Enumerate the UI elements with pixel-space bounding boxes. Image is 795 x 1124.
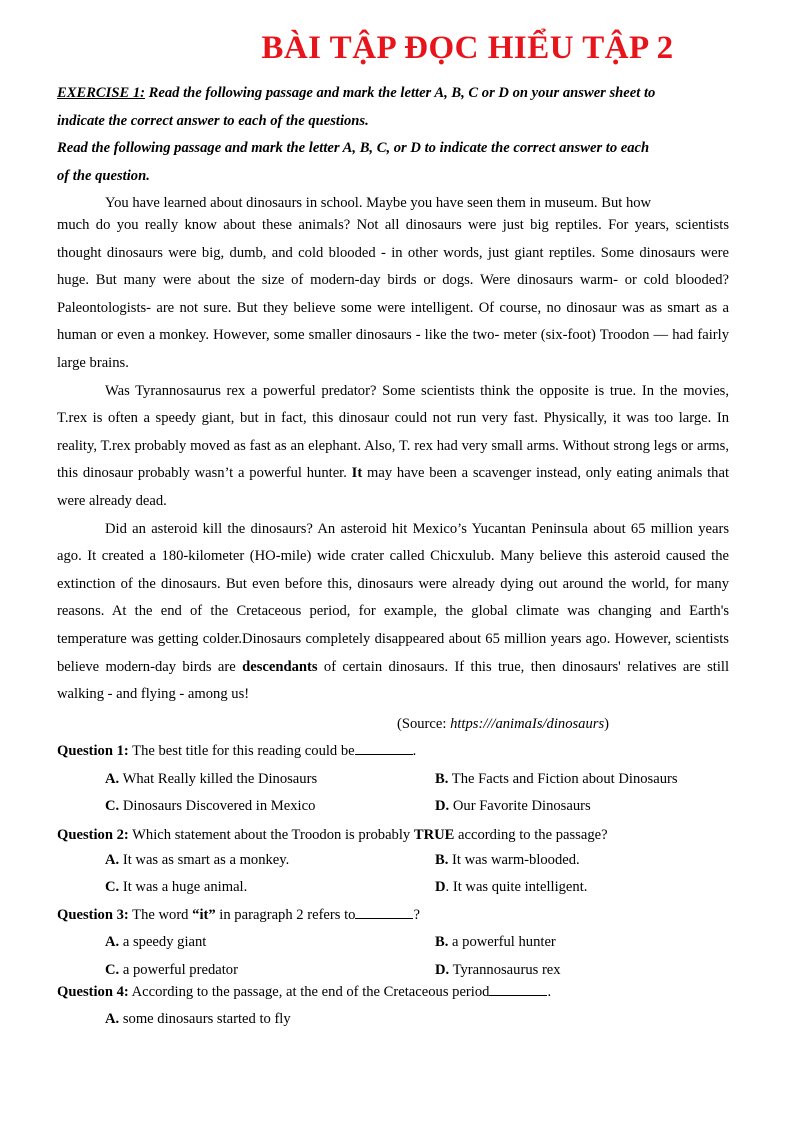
question-text-end: .	[412, 743, 417, 760]
option-letter: B.	[435, 851, 449, 868]
question-emphasis: “it”	[192, 906, 216, 923]
answer-blank	[355, 904, 413, 919]
question-text: Which statement about the Troodon is probably	[128, 826, 414, 843]
option-letter: C.	[105, 798, 120, 815]
exercise-instruction-cont: indicate the correct answer to each of the questions.	[57, 112, 369, 129]
source-prefix: (Source:	[396, 715, 451, 732]
option-text: It was a huge animal.	[119, 879, 248, 896]
question-label: Question 4:	[57, 984, 129, 1001]
answer-blank	[355, 740, 413, 755]
option-b[interactable]	[435, 847, 765, 875]
answer-blank	[489, 981, 547, 996]
question-3	[57, 902, 729, 930]
option-text: Our Favorite Dinosaurs	[449, 798, 591, 815]
question-4	[57, 981, 729, 1003]
option-text: Tyrannosaurus rex	[449, 961, 561, 978]
option-text: Dinosaurs Discovered in Mexico	[119, 798, 316, 815]
option-text: It was as smart as a monkey.	[119, 851, 290, 868]
exercise-instruction	[57, 80, 729, 108]
option-b[interactable]	[435, 766, 765, 794]
paragraph-2-text: Was Tyrannosaurus rex a powerful predator? Some scientists think the opposite is true. In the movies, T.rex is often a speedy giant, but in fact, this dinosaur could not run very fast. Physically, it was too large. In reality, T.rex probably moved as fast as an elephant. Also, T. rex had very small arms. Without strong legs or arms, this dinosaur probably wasn’t a powerful hunter.	[57, 382, 729, 482]
paragraph-3-text: Did an asteroid kill the dinosaurs? An asteroid hit Mexico’s Yucantan Peninsula about 65 million years ago. It created a 180-kilometer (HO-mile) wide crater called Chicxulub. Many believe this asteroid caused the extinction of the dinosaurs. But even before this, dinosaurs were already dying out around the world, for many reasons. At the end of the Cretaceous period, for example, the global climate was changing and Earth's temperature was getting colder.Dinosaurs completely disappeared about 65 million years ago. However, scientists believe modern-day birds are	[57, 520, 729, 675]
question-text-end: according to the passage?	[454, 826, 608, 843]
option-d[interactable]	[435, 874, 765, 902]
option-text: a speedy giant	[119, 934, 207, 951]
page-title: BÀI TẬP ĐỌC HIỂU TẬP 2	[261, 30, 674, 66]
question-2-options	[57, 847, 729, 902]
option-letter: C.	[105, 879, 120, 896]
passage-paragraph-3	[57, 516, 729, 709]
option-letter: B.	[435, 770, 449, 787]
option-letter: A.	[105, 851, 120, 868]
exercise-instruction-2-cont: of the question.	[57, 167, 150, 184]
option-d[interactable]	[435, 957, 765, 985]
referent-it: It	[351, 465, 363, 482]
exercise-instruction-2: Read the following passage and mark the letter A, B, C, or D to indicate the correct answer to each	[57, 140, 650, 156]
question-text-end: .	[547, 984, 552, 1001]
worksheet-content	[57, 80, 729, 1034]
question-text: The best title for this reading could be	[128, 743, 355, 760]
option-a[interactable]	[105, 1006, 435, 1034]
option-text: a powerful predator	[119, 961, 238, 978]
option-letter: D.	[435, 961, 450, 978]
paragraph-1-first-line: You have learned about dinosaurs in school. Maybe you have seen them in museum. But how	[105, 195, 652, 211]
option-letter: C.	[105, 961, 120, 978]
option-text: The Facts and Fiction about Dinosaurs	[448, 770, 678, 787]
option-c[interactable]	[105, 874, 435, 902]
source-url: https:///animaIs/dinosaurs	[450, 715, 605, 732]
instruction-text: Read the following passage and mark the letter A, B, C or D on your answer sheet to	[145, 85, 656, 101]
option-b[interactable]	[435, 929, 765, 957]
keyword-descendants: descendants	[242, 658, 318, 675]
paragraph-3-text-end: of certain dinosaurs. If this true, then dinosaurs' relatives are still walking - and flying - among us!	[57, 658, 729, 703]
option-letter: A.	[105, 1011, 120, 1028]
option-a[interactable]	[105, 847, 435, 875]
question-label: Question 2:	[57, 826, 129, 843]
option-text: What Really killed the Dinosaurs	[119, 770, 318, 787]
option-text: some dinosaurs started to fly	[119, 1011, 291, 1028]
passage-paragraph-1	[57, 194, 729, 378]
exercise-label: EXERCISE 1:	[57, 85, 146, 101]
paragraph-2-text-end: may have been a scavenger instead, only eating animals that were already dead.	[57, 465, 730, 509]
option-d[interactable]	[435, 793, 765, 821]
option-text: . It was quite intelligent.	[445, 879, 588, 896]
question-2	[57, 826, 729, 844]
question-3-options	[57, 929, 729, 984]
source-citation	[57, 711, 729, 739]
option-letter: A.	[105, 934, 120, 951]
question-label: Question 3:	[57, 906, 129, 923]
option-text: It was warm-blooded.	[448, 851, 580, 868]
question-1-options	[57, 766, 729, 821]
option-letter: B.	[435, 934, 449, 951]
option-letter: D.	[435, 798, 450, 815]
question-emphasis: TRUE	[413, 826, 455, 843]
question-label: Question 1:	[57, 743, 129, 760]
option-letter: A.	[105, 770, 120, 787]
question-1	[57, 738, 729, 766]
question-text-mid: in paragraph 2 refers to	[215, 906, 356, 923]
question-4-options	[57, 1006, 729, 1034]
question-text: According to the passage, at the end of the Cretaceous period	[128, 984, 490, 1001]
option-letter: D	[435, 879, 446, 896]
paragraph-1-text: much do you really know about these animals? Not all dinosaurs were just big reptiles. For years, scientists thought dinosaurs were big, dumb, and cold blooded - in other words, just giant reptiles. Some dinosaurs were huge. But many were about the size of modern-day birds or dogs. Were dinosaurs warm- or cold blooded? Paleontologists- are not sure. But they believe some were intelligent. Of course, no dinosaur was as smart as a human or even a monkey. However, some smaller dinosaurs - like the two- meter (six-foot) Troodon — had fairly large brains.	[57, 217, 729, 371]
option-a[interactable]	[105, 929, 435, 957]
option-text: a powerful hunter	[448, 934, 556, 951]
passage-paragraph-2	[57, 378, 729, 516]
option-c[interactable]	[105, 793, 435, 821]
option-a[interactable]	[105, 766, 435, 794]
option-c[interactable]	[105, 957, 435, 985]
question-text-end: ?	[413, 906, 420, 923]
question-text: The word	[128, 906, 193, 923]
source-suffix: )	[604, 715, 609, 732]
